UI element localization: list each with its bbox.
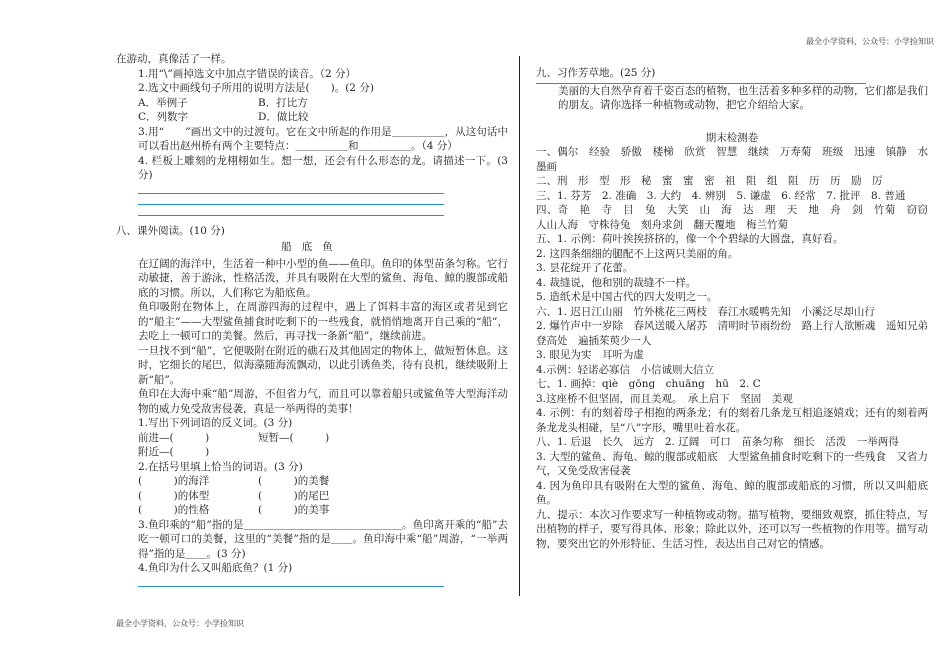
page-header: 最全小学资料，公众号：小学捡知识	[806, 37, 934, 46]
question-3: 3.用“ ”画出文中的过渡句。它在文中所起的作用是＿＿＿＿＿，从这句话中可以看出赵州桥有两个主要特点：＿＿＿＿＿和＿＿＿＿＿。（4 分）	[138, 125, 508, 152]
antonym-item: 短暂—( )	[258, 431, 330, 444]
answer-line	[138, 194, 444, 205]
answer-4: 四、奇 艳 寺 目 兔 大笑 山 海 达 理 天 地 舟 剑 竹菊 窃窃 人山人海 守株待兔 刻舟求剑 翻天覆地 梅兰竹菊	[536, 204, 939, 231]
intro-line: 在游动，真像活了一样。	[116, 53, 232, 65]
right-column	[536, 66, 939, 551]
fill-row	[116, 489, 508, 504]
article-paragraph-4: 鱼印在大海中乘“船”周游，不但省力气，而且可以靠着船只或鲨鱼等大型海洋动物的威力免受敌害侵袭，真是一举两得的美事！	[138, 388, 508, 415]
question-2-options-row2	[116, 110, 508, 125]
answer-line	[138, 183, 444, 194]
answer-5-5: 5. 造纸术是中国古代的四大发明之一。	[536, 291, 718, 303]
option-a: A．举例子	[138, 96, 188, 109]
fill-row	[116, 474, 508, 489]
option-d: D．做比较	[258, 111, 309, 123]
answer-5-3: 3. 昙花绽开了花蕾。	[536, 262, 634, 274]
article-paragraph-2: 鱼印吸附在物体上，在周游四海的过程中，遇上了饵料丰富的海区或者见到它的“船主”——大型鲨鱼捕食时吃剩下的一些残食，就悄悄地离开自己乘的“船”，去吃上一顿可口的美餐。然后，再寻找一条新“船”，继续前进。	[138, 301, 508, 342]
antonym-item: 附近—( )	[138, 446, 210, 458]
question-4: 4. 栏板上雕刻的龙栩栩如生。想一想，还会有什么形态的龙。请描述一下。(3 分)	[138, 154, 508, 181]
answer-8-4: 4. 因为鱼印具有吸附在大型的鲨鱼、海龟、鲸的腹部或船底的习惯，所以又叫船底鱼。	[536, 479, 928, 506]
question-2-options-row1	[116, 96, 508, 111]
answer-6-2: 2. 爆竹声中一岁除 春风送暖入屠苏 清明时节雨纷纷 路上行人欲断魂 遥知兄弟登高处 遍插茱萸少一人	[536, 320, 928, 347]
fill-item: ( )的海洋	[138, 475, 210, 487]
fill-row	[116, 503, 508, 518]
reading-question-4: 4.鱼印为什么又叫船底鱼？(1 分)	[138, 562, 293, 574]
section-8-title: 八、课外阅读。(10 分)	[116, 224, 225, 237]
answer-7-4: 4. 示例：有的刻着母子相抱的两条龙；有的刻着几条龙互相追逐嬉戏；还有的刻着两条龙龙头相碰，呈“八”字形，嘴里吐着水花。	[536, 407, 928, 434]
section-9-body: 美丽的大自然孕育着千姿百态的植物，也生活着多种多样的动物，它们都是我们的朋友。请你选择一种植物或动物，把它介绍给大家。	[558, 84, 928, 111]
answer-9: 九、提示：本次习作要求写一种植物或动物。描写植物，要细致观察，抓住特点，写出植物的样子，要写得具体、形象；除此以外，还可以写一些植物的作用等。描写动物，要突出它的外形特征、生活习性，表达出自己对它的情感。	[536, 508, 928, 550]
answer-line	[138, 205, 444, 216]
answer-7-3: 3.这座桥不但坚固，而且美观。 承上启下 坚固 美观	[536, 392, 793, 405]
answer-7-1: 七、1. 画掉：qiè gōng chuāng hū 2. C	[536, 378, 761, 390]
fill-item: ( )的性格	[138, 504, 210, 516]
section-9-title: 九、习作芳草地。(25 分)	[536, 67, 656, 79]
reading-question-2: 2.在括号里填上恰当的词语。(3 分)	[138, 460, 303, 473]
answer-2: 二、刑 形 型 形 秘 蜜 蜜 密 祖 阻 组 阻 历 历 励 厉	[536, 175, 883, 187]
answer-5-2: 2. 这四条细细的腿配不上这两只美丽的角。	[536, 247, 739, 260]
answer-1: 一、偶尔 经验 骄傲 楼梯 欣赏 智慧 继续 万寿菊 班级 迅速 镇静 水墨画	[536, 146, 928, 173]
fill-item: ( )的美餐	[258, 475, 330, 487]
question-1: 1.用“\”画掉选文中加点字错误的读音。（2 分）	[138, 67, 357, 80]
answer-6-1: 六、1. 迟日江山丽 竹外桃花三两枝 春江水暖鸭先知 小溪泛尽却山行	[536, 305, 875, 318]
answer-key-title: 期末检测卷	[705, 131, 759, 144]
fill-item: ( )的体型	[138, 489, 210, 502]
answer-5-1: 五、1. 示例：荷叶挨挨挤挤的，像一个个碧绿的大圆盘，真好看。	[536, 233, 844, 245]
answer-8-1: 八、1. 后退 长久 远方 2. 辽阔 可口 苗条匀称 细长 活泼 一举两得	[536, 436, 899, 448]
answer-5-4: 4. 裁缝说，他和别的裁缝不一样。	[536, 276, 697, 289]
left-column	[116, 52, 508, 587]
page-footer: 最全小学资料，公众号：小学捡知识	[116, 619, 244, 628]
answer-3: 三、1. 芬芳 2. 准确 3. 大约 4. 辨别 5. 谦虚 6. 经常 7. 批评 8. 普通	[536, 189, 906, 202]
option-c: C．列数字	[138, 111, 189, 123]
option-b: B．打比方	[258, 96, 308, 109]
antonym-row	[116, 445, 508, 460]
column-divider	[519, 56, 520, 596]
reading-question-1: 1.写出下列词语的反义词。(3 分)	[138, 417, 293, 429]
answer-8-3: 3. 大型的鲨鱼、海龟、鲸的腹部或船底 大型鲨鱼捕食时吃剩下的一些残食 又省力气，又免受敌害侵袭	[536, 450, 928, 477]
antonym-item: 前进—( )	[138, 431, 210, 444]
reading-question-3: 3.鱼印乘的“船”指的是＿＿＿＿＿＿＿＿＿＿＿＿＿＿＿。鱼印离开乘的“船”去吃一顿可口的美餐，这里的“美餐”指的是＿＿。鱼印海中乘“船”周游，“一举两得”指的是＿＿。(3 分)	[138, 518, 508, 560]
question-2: 2.选文中画线句子所用的说明方法是( )。(2 分)	[138, 82, 374, 94]
answer-line	[138, 576, 444, 587]
fill-item: ( )的美事	[258, 504, 330, 516]
answer-6-4: 4.示例：轻诺必寡信 小信诚则大信立	[536, 363, 715, 376]
answer-6-3: 3. 眼见为实 耳听为虚	[536, 349, 644, 361]
antonym-row	[116, 431, 508, 446]
fill-item: ( )的尾巴	[258, 489, 330, 502]
article-title: 船底鱼	[281, 241, 343, 253]
article-paragraph-1: 在辽阔的海洋中，生活着一种中小型的鱼——鱼印。鱼印的体型苗条匀称。它行动敏捷，善于游泳，性格活泼，并具有吸附在大型的鲨鱼、海龟、鲸的腹部或船底的习惯。所以，人们称它为船底鱼。	[138, 257, 508, 299]
article-paragraph-3: 一旦找不到“船”，它便吸附在附近的礁石及其他固定的物体上，做短暂休息。这时，它细长的尾巴，似海藻随海流飘动，以此引诱鱼类，待有良机，继续吸附上新“船”。	[138, 344, 508, 386]
